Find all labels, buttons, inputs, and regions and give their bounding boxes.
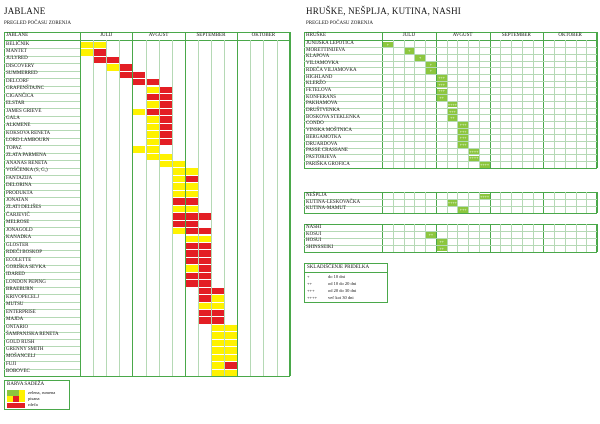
left-row-label: BRAEBURN (6, 287, 34, 293)
right-grid-col (479, 40, 480, 168)
left-ripening-cell (120, 72, 132, 78)
left-ripening-cell (133, 146, 145, 152)
right-grid-col (522, 40, 523, 168)
right-header-label: HRUŠKE (306, 33, 327, 38)
left-ripening-cell (186, 168, 198, 174)
left-grid-col (198, 40, 199, 376)
right-title: HRUŠKE, NEŠPLJA, KUTINA, NASHI (306, 6, 462, 16)
right-grid-col (425, 192, 426, 213)
left-ripening-cell (147, 109, 159, 115)
left-row-label: GORIŠKA SEVKA (6, 265, 46, 270)
storage-mark: ++++ (469, 155, 479, 161)
right-row-label: DRUARDOVA (306, 141, 338, 147)
storage-mark: ++++ (447, 200, 457, 206)
left-ripening-cell (147, 101, 159, 107)
right-row-line (304, 81, 597, 82)
left-row-label: CIGANČICA (6, 93, 34, 99)
left-ripening-cell (186, 191, 198, 197)
left-ripening-cell (186, 265, 198, 271)
right-grid-col (490, 192, 491, 213)
right-row-label: KUTINA-MAMUT (306, 206, 346, 212)
right-row-line (304, 148, 597, 149)
left-month-4: OKTOBER (251, 33, 276, 38)
right-legend-line (304, 272, 388, 273)
left-ripening-cell (160, 94, 172, 100)
left-row-label: KRIVOPECELJ (6, 294, 40, 300)
left-row-label: MANTET (6, 48, 27, 54)
left-row-label: GRENNY SMITH (6, 346, 44, 352)
right-row-label: KUTINA-LESKOVAČKA (306, 199, 361, 205)
left-row-label: MOŠANCELJ (6, 354, 36, 360)
left-header-line (4, 40, 290, 41)
left-row-label: MUTSU (6, 302, 24, 308)
left-row-label: DISCOVERY (6, 63, 35, 69)
left-ripening-cell (173, 191, 185, 197)
right-row-label: MORETTINIJEVA (306, 47, 346, 53)
left-ripening-cell (173, 161, 185, 167)
swatch-part (19, 403, 25, 409)
left-ripening-cell (186, 258, 198, 264)
storage-mark: + (386, 41, 389, 47)
right-row-label: PAKHAMOVA (306, 101, 338, 107)
right-row-line (304, 87, 597, 88)
right-grid-col (414, 192, 415, 213)
left-legend-swatch (7, 390, 25, 396)
left-row-label: KANADKA (6, 235, 32, 241)
right-grid-col (425, 40, 426, 168)
left-ripening-cell (147, 146, 159, 152)
left-ripening-cell (160, 101, 172, 107)
left-grid-col (80, 32, 81, 376)
right-row-line (304, 206, 597, 207)
left-row-label: BOBOVEC (6, 369, 30, 375)
right-legend-label: več kot 30 dni (328, 295, 354, 300)
left-ripening-cell (186, 280, 198, 286)
right-row-label: BOSKOVA STEKLENKA (306, 114, 360, 120)
left-ripening-cell (199, 258, 211, 264)
right-row-label: JUNIJSKA LEPOTICA (306, 41, 354, 46)
right-grid-col (597, 192, 598, 213)
left-row-label: SUMMERRED (6, 71, 38, 77)
left-grid-col (119, 40, 120, 376)
right-legend-title: SKLADIŠČENJE PRIDELKA (307, 265, 370, 270)
right-row-label: HOSUI (306, 238, 322, 244)
left-ripening-cell (147, 79, 159, 85)
right-grid-col (533, 192, 534, 213)
right-row-line (304, 231, 597, 232)
right-grid-col (393, 40, 394, 168)
right-row-line (304, 47, 597, 48)
left-ripening-cell (107, 57, 119, 63)
left-row-label: ŠAMPANJSKA RENETA (6, 332, 59, 338)
left-legend-swatch (7, 403, 25, 409)
left-ripening-cell (147, 154, 159, 160)
left-ripening-cell (147, 87, 159, 93)
right-row-label: FETELOVA (306, 87, 332, 93)
left-ripening-cell (120, 64, 132, 70)
right-grid-col (436, 192, 437, 213)
storage-mark: +++ (459, 121, 467, 127)
right-row-label: VINSKA MOŠTNICA (306, 128, 352, 134)
left-row-label: JAMES GRIEVE (6, 108, 42, 114)
storage-mark: ++ (439, 238, 444, 244)
right-row-line (304, 94, 597, 95)
left-ripening-cell (212, 370, 224, 376)
right-row-label: CONDO (306, 121, 324, 127)
right-grid-col (597, 224, 598, 252)
left-row-label: KOKSOVA RENETA (6, 130, 51, 136)
left-ripening-cell (147, 139, 159, 145)
left-ripening-cell (133, 79, 145, 85)
right-grid-col (554, 192, 555, 213)
storage-mark: + (429, 68, 432, 74)
left-ripening-cell (225, 340, 237, 346)
left-ripening-cell (186, 206, 198, 212)
right-legend-label: do 10 dni (328, 274, 346, 279)
left-ripening-cell (186, 273, 198, 279)
left-ripening-cell (160, 154, 172, 160)
left-ripening-cell (186, 228, 198, 234)
left-ripening-cell (160, 109, 172, 115)
left-row-label: ZLATI DELIŠES (6, 205, 42, 211)
right-subtitle: PREGLED POČASU ZORENJA (306, 21, 373, 26)
left-ripening-cell (212, 303, 224, 309)
right-row-label: PASSE CRASSANE (306, 148, 348, 154)
left-ripening-cell (225, 325, 237, 331)
left-month-2: AVGUST (148, 33, 169, 38)
right-legend-mark: ++ (307, 281, 313, 286)
storage-mark: ++++ (469, 148, 479, 154)
left-legend-label: rdeča (28, 402, 38, 408)
storage-mark: +++ (448, 108, 456, 114)
swatch-part (19, 396, 25, 402)
left-ripening-cell (212, 340, 224, 346)
left-ripening-cell (225, 362, 237, 368)
left-ripening-cell (81, 42, 93, 48)
left-ripening-cell (199, 295, 211, 301)
left-ripening-cell (147, 131, 159, 137)
storage-mark: + (408, 48, 411, 54)
left-ripening-cell (133, 109, 145, 115)
left-grid-col (106, 40, 107, 376)
left-ripening-cell (94, 49, 106, 55)
right-month-3: SEPTEMBER (501, 33, 531, 38)
left-row-label: FUJI (6, 361, 17, 367)
right-row-label: SHINSSEIKI (306, 245, 334, 251)
right-row-line (304, 61, 597, 62)
left-ripening-cell (199, 250, 211, 256)
left-row-label: VOŠČENKA (S, G,) (6, 168, 48, 174)
left-ripening-cell (212, 325, 224, 331)
left-ripening-cell (225, 370, 237, 376)
right-legend-mark: ++++ (307, 295, 318, 300)
right-grid-col (393, 192, 394, 213)
left-ripening-cell (107, 64, 119, 70)
left-row-label: JULYRED (6, 56, 28, 62)
left-row-label: DELORINA (6, 183, 32, 189)
left-ripening-cell (160, 87, 172, 93)
left-row-label: JONATAN (6, 197, 29, 203)
left-legend-label: pisana (28, 396, 40, 401)
left-ripening-cell (160, 124, 172, 130)
right-row-label: KONFERANS (306, 94, 337, 100)
storage-mark: ++ (428, 232, 434, 238)
left-ripening-cell (173, 221, 185, 227)
storage-mark: +++ (459, 142, 467, 147)
storage-mark: ++++ (480, 193, 490, 199)
right-grid-col (404, 192, 405, 213)
left-row-label: RDEČI BOSKOP (6, 250, 42, 256)
right-row-label: VILJAMOVKA (306, 61, 339, 67)
right-grid-col (597, 32, 598, 168)
right-grid-col (457, 40, 458, 168)
left-grid-col (263, 40, 264, 376)
right-grid-col (500, 192, 501, 213)
right-row-label: NASHI (306, 225, 322, 230)
left-row-label: PRODUKTA (6, 190, 33, 196)
left-row-label: MELROSE (6, 220, 30, 226)
right-grid-col (565, 40, 566, 168)
left-row-label: MAJDA (6, 317, 24, 323)
left-ripening-cell (186, 198, 198, 204)
left-ripening-cell (199, 236, 211, 242)
left-legend-swatch (7, 396, 25, 402)
left-ripening-cell (173, 228, 185, 234)
right-grid-col (554, 40, 555, 168)
left-ripening-cell (160, 139, 172, 145)
right-row-label: KLERŽO (306, 81, 326, 87)
left-ripening-cell (173, 168, 185, 174)
right-grid-col (576, 40, 577, 168)
left-ripening-cell (147, 124, 159, 130)
left-ripening-cell (212, 355, 224, 361)
right-grid-col (404, 40, 405, 168)
left-ripening-cell (199, 303, 211, 309)
left-ripening-cell (199, 273, 211, 279)
right-grid-col (468, 192, 469, 213)
left-grid-col (277, 40, 278, 376)
left-row-label: ZLATA PARMENA (6, 153, 47, 159)
left-grid-col (290, 32, 291, 376)
right-row-label: KOSUI (306, 231, 322, 237)
left-title: JABLANE (4, 6, 46, 16)
storage-mark: +++ (459, 128, 467, 134)
left-ripening-cell (199, 265, 211, 271)
left-row-label: ČARJEVIČ (6, 212, 30, 218)
right-grid-col (543, 192, 544, 213)
left-grid-col (237, 32, 238, 376)
right-row-label: DRUŠTVENKA (306, 108, 340, 113)
left-ripening-cell (147, 116, 159, 122)
left-ripening-cell (133, 72, 145, 78)
left-row-label: IDARED (6, 272, 25, 278)
left-row-label: ECOLETTE (6, 257, 32, 263)
left-ripening-cell (186, 213, 198, 219)
left-subtitle: PREGLED POČASU ZORENJA (4, 21, 71, 26)
storage-mark: ++++ (447, 101, 457, 107)
left-ripening-cell (173, 183, 185, 189)
left-ripening-cell (225, 355, 237, 361)
right-legend-mark: + (307, 274, 310, 279)
right-row-label: PARIŠKA GROFICA (306, 161, 350, 167)
left-ripening-cell (160, 161, 172, 167)
storage-mark: + (429, 61, 432, 67)
left-ripening-cell (186, 221, 198, 227)
right-row-label: BERGAMOTKA (306, 134, 342, 140)
left-row-label: DELCORF (6, 78, 29, 84)
left-ripening-cell (199, 280, 211, 286)
left-month-3: SEPTEMBER (196, 33, 226, 38)
left-row-label: LONDON PEPING (6, 279, 46, 285)
left-ripening-cell (186, 183, 198, 189)
left-ripening-cell (199, 288, 211, 294)
left-ripening-cell (186, 250, 198, 256)
right-row-line (304, 134, 597, 135)
left-ripening-cell (160, 131, 172, 137)
left-ripening-cell (212, 295, 224, 301)
storage-mark: ++ (450, 115, 455, 121)
right-row-line (304, 154, 597, 155)
right-month-1: JULIJ (402, 33, 415, 38)
left-ripening-cell (212, 332, 224, 338)
right-grid-col (500, 40, 501, 168)
left-ripening-cell (81, 49, 93, 55)
storage-mark: ++ (439, 95, 444, 101)
left-row-label: TOPAZ (6, 145, 22, 151)
left-ripening-cell (212, 362, 224, 368)
left-row-label: GALA (6, 116, 20, 121)
right-row-line (304, 54, 597, 55)
left-row-label: JONAGOLD (6, 227, 33, 233)
left-ripening-cell (94, 57, 106, 63)
right-legend-mark: +++ (307, 288, 315, 293)
left-header-label: JABLANE (6, 33, 29, 38)
storage-mark: +++ (438, 88, 446, 94)
right-row-line (304, 238, 597, 239)
right-grid-col (586, 192, 587, 213)
left-ripening-cell (212, 317, 224, 323)
right-row-line (304, 121, 597, 122)
right-legend-label: od 10 do 20 dni (328, 281, 357, 286)
left-row-label: ONTARIO (6, 324, 29, 330)
right-grid-col (533, 40, 534, 168)
left-ripening-cell (186, 176, 198, 182)
right-grid-col (511, 40, 512, 168)
left-row-label: ELSTAR (6, 101, 25, 107)
storage-mark: +++ (438, 75, 446, 80)
left-ripening-cell (160, 116, 172, 122)
right-grid-col (586, 40, 587, 168)
left-legend-title: BARVA SADEŽA (7, 382, 45, 387)
left-row-label: FANTAZIJA (6, 175, 33, 181)
left-ripening-cell (186, 236, 198, 242)
left-ripening-cell (199, 243, 211, 249)
left-legend-label: zelena, rumena (28, 389, 56, 395)
right-row-label: NEŠPLJA (306, 193, 327, 198)
left-ripening-cell (199, 317, 211, 323)
left-ripening-cell (225, 332, 237, 338)
right-grid-col (511, 192, 512, 213)
left-row-label: LORD LAMBOURN (6, 138, 50, 144)
right-month-2: AVGUST (452, 33, 473, 38)
left-ripening-cell (212, 288, 224, 294)
left-ripening-cell (147, 94, 159, 100)
right-legend-label: od 20 do 30 dni (328, 288, 357, 293)
left-row-label: GRAFENŠTAJNC (6, 86, 44, 92)
storage-mark: ++ (439, 245, 444, 251)
left-row-label: ANANAS RENETA (6, 160, 48, 166)
left-row-label: BELIČNIK (6, 41, 30, 47)
right-grid-col (576, 192, 577, 213)
left-grid-col (93, 40, 94, 376)
left-month-1: JULIJ (100, 33, 113, 38)
right-row-label: PASTORJEVA (306, 154, 337, 160)
storage-mark: +++ (459, 206, 467, 212)
left-ripening-cell (173, 198, 185, 204)
right-row-line (304, 245, 597, 246)
left-ripening-cell (199, 213, 211, 219)
left-ripening-cell (173, 206, 185, 212)
storage-mark: ++++ (480, 162, 490, 168)
left-ripening-cell (94, 42, 106, 48)
left-row-label: GOLD RUSH (6, 339, 35, 345)
left-ripening-cell (186, 243, 198, 249)
right-grid-col (522, 192, 523, 213)
left-ripening-cell (212, 310, 224, 316)
left-row-label: ALKMENE (6, 123, 31, 129)
storage-mark: + (418, 54, 422, 60)
left-row-label: GLOSTER (6, 242, 29, 248)
right-row-line (304, 74, 597, 75)
right-row-label: RDEČA VILJAMOVKA (306, 67, 357, 73)
left-ripening-cell (199, 228, 211, 234)
right-row-line (304, 141, 597, 142)
right-row-label: KLAPOVA (306, 54, 330, 60)
swatch-part (19, 390, 25, 396)
left-ripening-cell (212, 347, 224, 353)
left-ripening-cell (173, 176, 185, 182)
left-ripening-cell (225, 347, 237, 353)
storage-mark: +++ (438, 81, 446, 87)
right-grid-col (382, 192, 383, 213)
left-ripening-cell (173, 213, 185, 219)
left-grid-col (250, 40, 251, 376)
left-row-label: ENTERPRISE (6, 309, 36, 315)
left-ripening-cell (199, 310, 211, 316)
right-grid-col (565, 192, 566, 213)
right-month-4: OKTOBER (558, 33, 582, 38)
right-row-label: HIGHLAND (306, 74, 333, 80)
storage-mark: +++ (459, 135, 467, 141)
